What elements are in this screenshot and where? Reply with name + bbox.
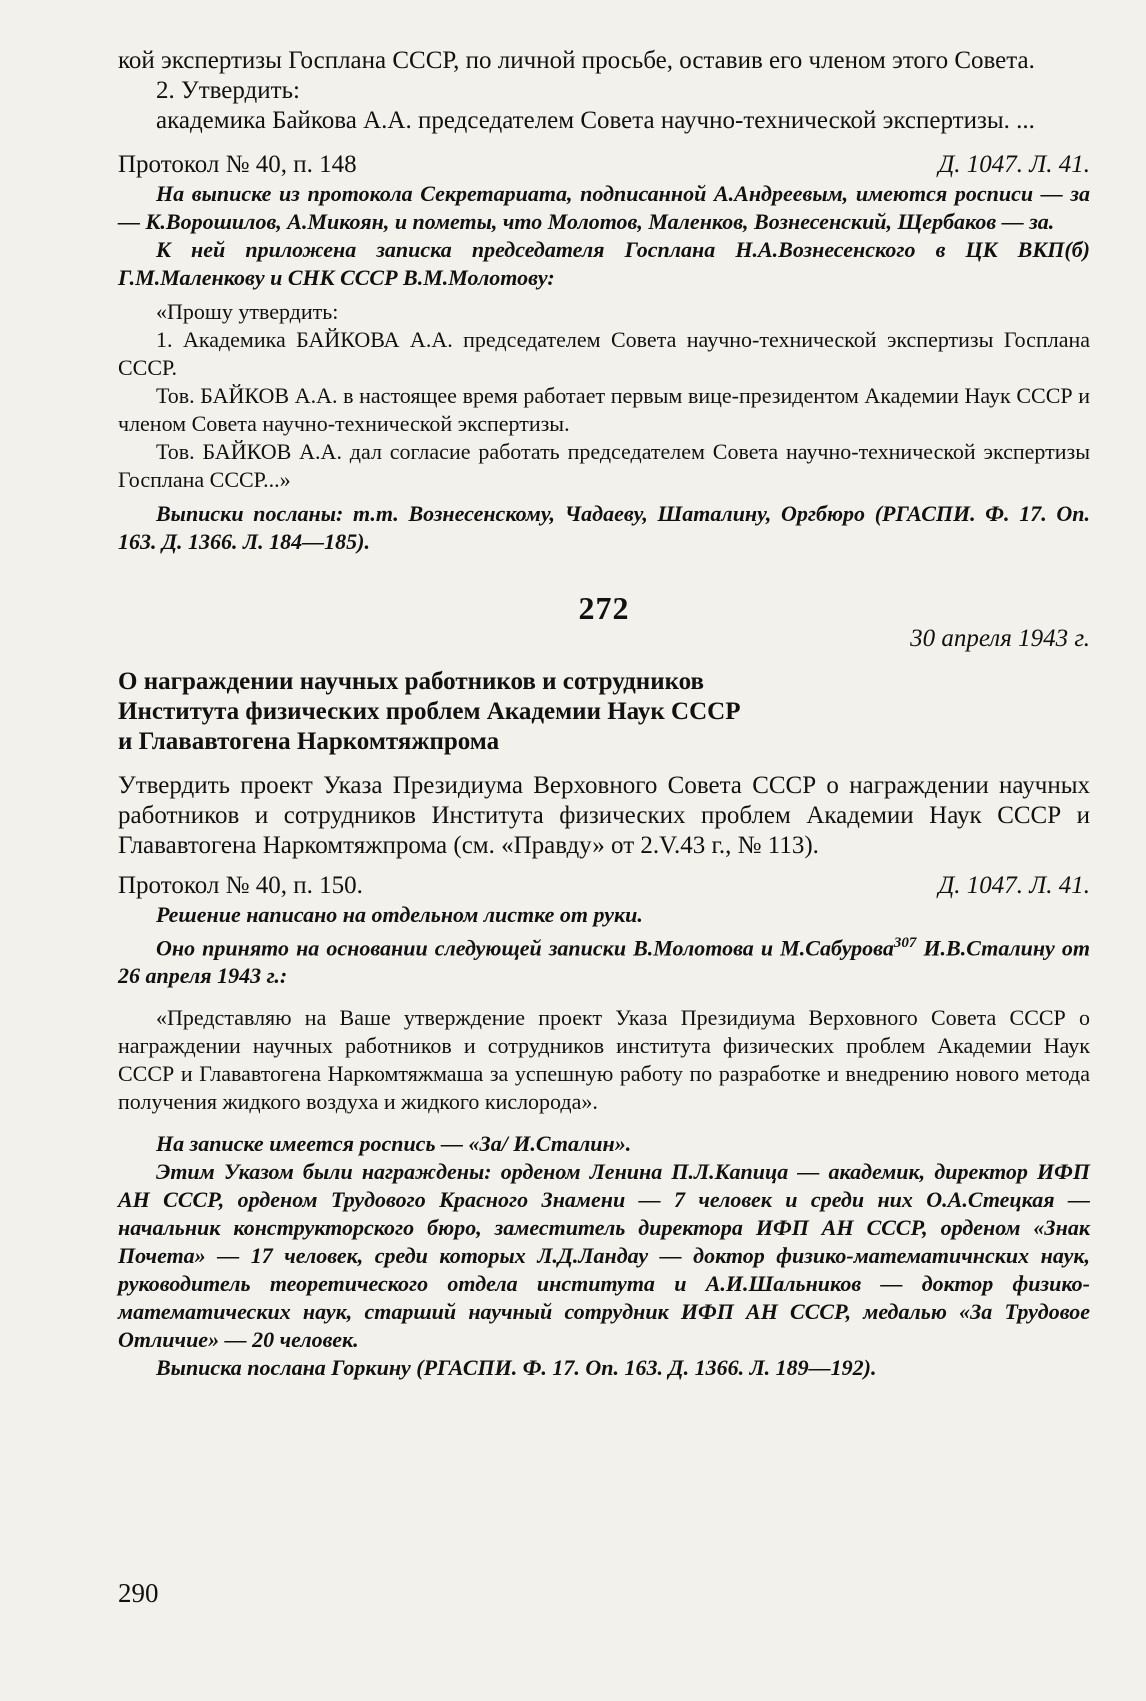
item-2-label: 2. Утвердить:	[156, 77, 300, 104]
document-date: 30 апреля 1943 г.	[910, 625, 1090, 652]
note-sent-2: Выписка послана Горкину (РГАСПИ. Ф. 17. Оп. 163. Д. 1366. Л. 189—192).	[156, 1355, 877, 1381]
heading-line-1: О награждении научных работников и сотрудников	[118, 668, 705, 695]
note-signatures: На выписке из протокола Секретариата, подписанной А.Андреевым, имеются росписи — за — К.Ворошилов, А.Микоян, и пометы, что Молотов, Маленков, Вознесенский, Щербаков — за.	[118, 181, 1090, 234]
protocol-ref-1-left: Протокол № 40, п. 148	[118, 151, 357, 178]
footnote-ref: 307	[893, 935, 917, 951]
document-number: 272	[578, 590, 630, 626]
document-heading	[118, 667, 1090, 757]
protocol-ref-1-right: Д. 1047. Л. 41.	[938, 151, 1090, 178]
protocol-ref-2-left: Протокол № 40, п. 150.	[118, 872, 363, 899]
quote-1-para-b: Тов. БАЙКОВ А.А. дал согласие работать председателем Совета научно-технической экспертизы Госплана СССР...»	[118, 439, 1090, 492]
quote-1-open: «Прошу утвердить:	[156, 299, 339, 324]
note-stalin-signature: На записке имеется роспись — «За/ И.Сталин».	[156, 1131, 632, 1157]
note-basis-text: Оно принято на основании следующей записки В.Молотова и М.Сабурова	[156, 935, 894, 961]
note-attachment: К ней приложена записка председателя Госплана Н.А.Вознесенского в ЦК ВКП(б) Г.М.Маленкову и СНК СССР В.М.Молотову:	[118, 237, 1090, 290]
quote-1-para-a: Тов. БАЙКОВ А.А. в настоящее время работает первым вице-президентом Академии Наук СССР и членом Совета научно-технической экспертизы.	[118, 383, 1090, 436]
protocol-ref-2	[118, 871, 1090, 901]
note-basis-text-2: И.В.Сталину от 26 апреля 1943 г.:	[118, 935, 1090, 989]
heading-line-3: и Глававтогена Наркомтяжпрома	[118, 728, 500, 755]
document-body: Утвердить проект Указа Президиума Верховного Совета СССР о награждении научных работников и сотрудников Института физических проблем Академии Наук СССР и Глававтогена Наркомтяжпрома (см. «Правду» от 2.V.43 г., № 113).	[118, 772, 1090, 859]
note-awards: Этим Указом были награждены: орденом Ленина П.Л.Капица — академик, директор ИФП АН СССР, орденом Трудового Красного Знамени — 7 человек и среди них О.А.Стецкая — начальник конструкторского бюро, заместитель директора ИФП АН СССР, орденом «Знак Почета» — 17 человек, среди которых Л.Д.Ландау — доктор физико-математичнских наук, руководитель теоретического отдела института и А.И.Шальников — доктор физико-математических наук, старший научный сотрудник ИФП АН СССР, медалью «За Трудовое Отличие» — 20 человек.	[118, 1159, 1090, 1353]
item-2-text: академика Байкова А.А. председателем Совета научно-технической экспертизы. ...	[156, 107, 1035, 134]
protocol-ref-1	[118, 150, 1090, 180]
document-page	[118, 46, 1090, 1382]
page-number: 290	[118, 1578, 159, 1608]
quote-2: «Представляю на Ваше утверждение проект Указа Президиума Верховного Совета СССР о награждении научных работников и сотрудников института физических проблем Академии Наук СССР и Глававтогена Наркомтяжмаша за успешную работу по разработке и внедрению нового метода получения жидкого воздуха и жидкого кислорода».	[118, 1005, 1090, 1115]
heading-line-2: Института физических проблем Академии Наук СССР	[118, 698, 741, 725]
quote-1-item: 1. Академика БАЙКОВА А.А. председателем Совета научно-технической экспертизы Госплана СССР.	[118, 327, 1090, 380]
protocol-ref-2-right: Д. 1047. Л. 41.	[938, 872, 1090, 899]
note-basis	[118, 929, 1090, 990]
top-continuation: кой экспертизы Госплана СССР, по личной просьбе, оставив его членом этого Совета.	[118, 47, 1035, 74]
note-sent-1: Выписки посланы: т.т. Вознесенскому, Чадаеву, Шаталину, Оргбюро (РГАСПИ. Ф. 17. Оп. 163. Д. 1366. Л. 184—185).	[118, 501, 1090, 554]
note-handwritten: Решение написано на отдельном листке от руки.	[156, 902, 643, 927]
